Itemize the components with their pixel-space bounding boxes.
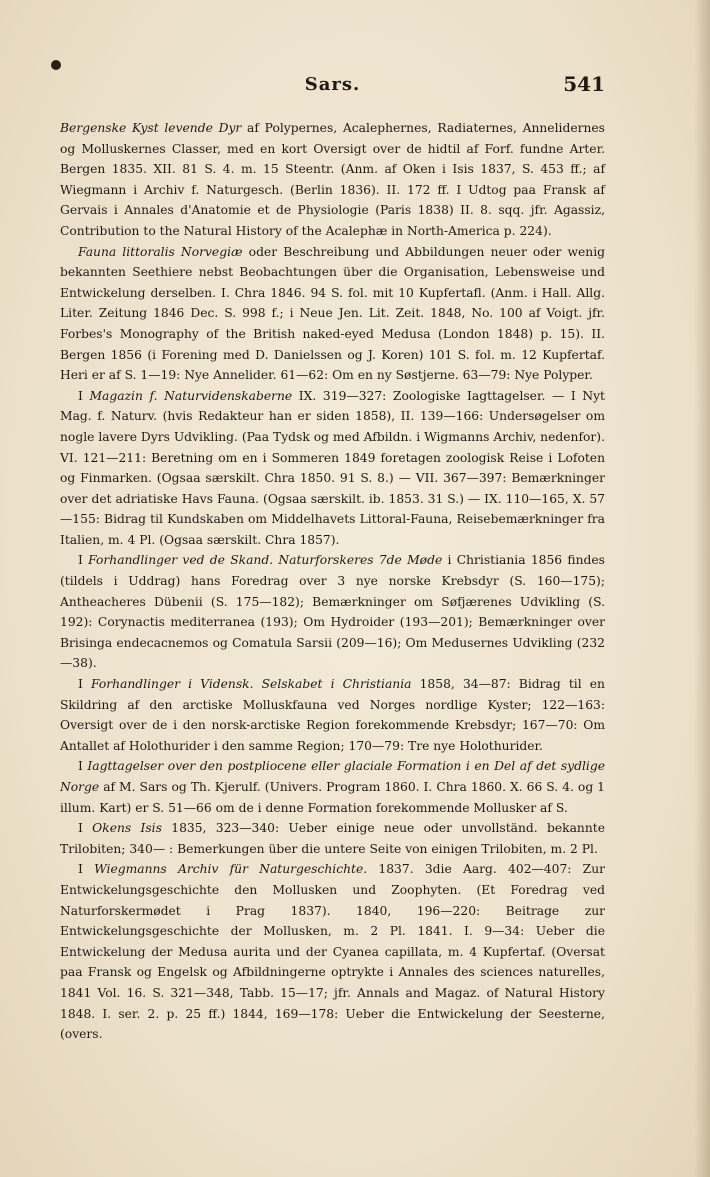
paragraph-fauna-littoralis: Fauna littoralis Norvegiæ oder Beschreibung und Abbildungen neuer oder wenig bekannten Seethiere nebst Beobachtungen über die Organisation, Lebensweise und Entwickelung derselben. I. Chra 1846. 94 S. fol. mit 10 Kupfertafl. (Anm. i Hall. Allg. Liter. Zeitung 1846 Dec. S. 998 f.; i Neue Jen. Lit. Zeit. 1848, No. 100 af Voigt. jfr. Forbes's Monography of the British naked-eyed Medusa (London 1848) p. 15). II. Bergen 1856 (i Forening med D. Danielssen og J. Koren) 101 S. fol. m. 12 Kupfertaf. Heri er af S. 1—19: Nye Annelider. 61—62: Om en ny Søstjerne. 63—79: Nye Polyper. [60, 244, 605, 383]
paragraph-vidensk-selskabet: I Forhandlinger i Vidensk. Selskabet i Christiania 1858, 34—87: Bidrag til en Skildring af den arctiske Molluskfauna ved Norges nordlige Kyster; 122—163: Oversigt over de i den norsk-arctiske Region forekommende Krebsdyr; 167—70: Om Antallet af Holothurider i den samme Region; 170—79: Tre nye Holothurider. [60, 677, 605, 753]
work-title: Forhandlinger i Vidensk. Selskabet i Christiania [90, 677, 412, 692]
work-title: Bergenske Kyst levende Dyr [60, 121, 242, 135]
page-edge-shadow [694, 0, 710, 1177]
paragraph-bergenske-kyst: Bergenske Kyst levende Dyr af Polypernes, Acalephernes, Radiaternes, Annelidernes og Molluskernes Classer, med en kort Oversigt over de hidtil af Forf. fundne Arter. Bergen 1835. XII. 81 S. 4. m. 15 Steentr. (Anm. af Oken i Isis 1837, S. 453 ff.; af Wiegmann i Archiv f. Naturgesch. (Berlin 1836). II. 172 ff. I Udtog paa Fransk af Gervais i Annales d'Anatomie et de Physiologie (Paris 1838) II. 8. sqq. jfr. Agassiz, Contribution to the Natural History of the Acalephæ in North-America p. 224). [60, 121, 605, 238]
paragraph-skand-naturforskeres: I Forhandlinger ved de Skand. Naturforskeres 7de Møde i Christiania 1856 findes (tildels i Uddrag) hans Foredrag over 3 nye norske Krebsdyr (S. 160—175); Antheacheres Dübenii (S. 175—182); Bemærkninger om Søfjærenes Udvikling (S. 192): Corynactis mediterranea (193); Om Hydroider (193—201); Bemærkninger over Brisinga endecacnemos og Comatula Sarsii (209—16); Om Medusernes Udvikling (232—38). [60, 553, 605, 671]
work-title: Fauna littoralis Norvegiæ [78, 244, 243, 259]
work-title: Forhandlinger ved de Skand. Naturforskeres 7de Møde [88, 553, 443, 568]
page-header [60, 72, 605, 102]
work-title: Iagttagelser over den postpliocene eller glaciale Formation i en Del af det sydlige Norge [60, 759, 605, 794]
paragraph-wiegmanns-archiv: I Wiegmanns Archiv für Naturgeschichte. 1837. 3die Aarg. 402—407: Zur Entwickelungsgeschichte den Mollusken und Zoophyten. (Et Foredrag ved Naturforskermødet i Prag 1837). 1840, 196—220: Beitrage zur Entwickelungsgeschichte der Mollusken, m. 2 Pl. 1841. I. 9—34: Ueber die Entwickelung der Medusa aurita und der Cyanea capillata, m. 4 Kupfertaf. (Oversat paa Fransk og Engelsk og Afbildningerne optrykte i Annales des sciences naturelles, 1841 Vol. 16. S. 321—348, Tabb. 15—17; jfr. Annals and Magaz. of Natural History 1848. I. ser. 2. p. 25 ff.) 1844, 169—178: Ueber die Entwickelung der Seesterne, (overs. [60, 862, 605, 1042]
work-title: Magazin f. Naturvidenskaberne [89, 388, 293, 403]
ink-spot [51, 60, 61, 70]
page-body [60, 118, 605, 1045]
running-head: Sars. [304, 74, 361, 95]
paragraph-magazin: I Magazin f. Naturvidenskaberne IX. 319—327: Zoologiske Iagttagelser. — I Nyt Mag. f. Naturv. (hvis Redakteur han er siden 1858), II. 139—166: Undersøgelser om nogle lavere Dyrs Udvikling. (Paa Tydsk og med Afbildn. i Wigmanns Archiv, nedenfor). VI. 121—211: Beretning om en i Sommeren 1849 foretagen zoologisk Reise i Lofoten og Finmarken. (Ogsaa særskilt. Chra 1850. 91 S. 8.) — VII. 367—397: Bemærkninger over det adriatiske Havs Fauna. (Ogsaa særskilt. ib. 1853. 31 S.) — IX. 110—165, X. 57—155: Bidrag til Kundskaben om Middelhavets Littoral-Fauna, Reisebemærkninger fra Italien, m. 4 Pl. (Ogsaa særskilt. Chra 1857). [60, 388, 605, 547]
paragraph-okens-isis: I Okens Isis 1835, 323—340: Ueber einige neue oder unvollständ. bekannte Trilobiten; 340— : Bemerkungen über die untere Seite von einigen Trilobiten, m. 2 Pl. [60, 821, 605, 856]
paragraph-iagttagelser: I Iagttagelser over den postpliocene eller glaciale Formation i en Del af det sydlige Norge af M. Sars og Th. Kjerulf. (Univers. Program 1860. I. Chra 1860. X. 66 S. 4. og 1 illum. Kart) er S. 51—66 om de i denne Formation forekommende Mollusker af S. [60, 759, 605, 815]
work-title: Wiegmanns Archiv für Naturgeschichte. [94, 862, 368, 877]
page-number: 541 [563, 72, 605, 96]
work-title: Okens Isis [92, 821, 162, 836]
